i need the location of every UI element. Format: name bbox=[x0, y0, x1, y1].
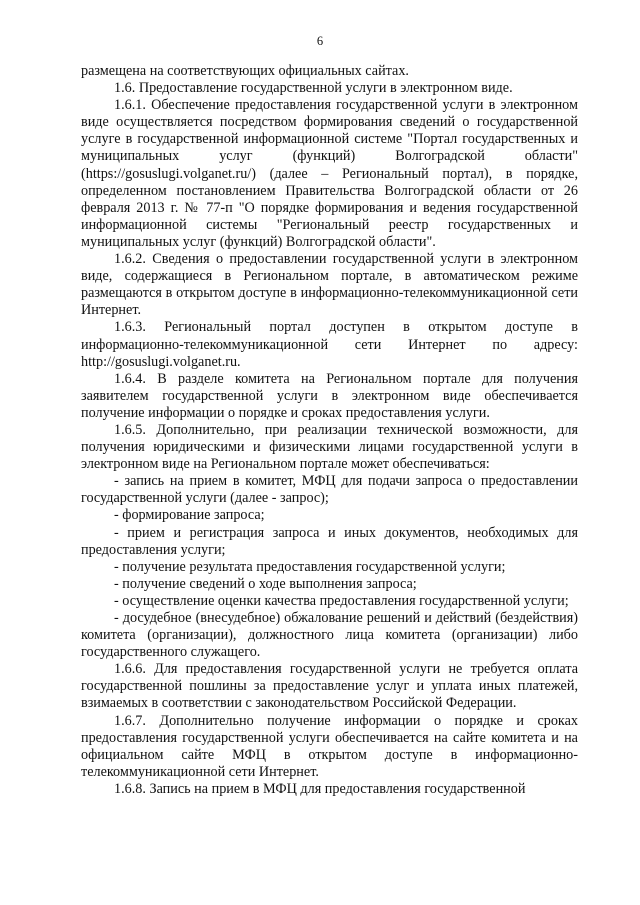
paragraph: 1.6.8. Запись на прием в МФЦ для предоставления государственной bbox=[114, 780, 526, 797]
paragraph: 1.6.5. Дополнительно, при реализации технической возможности, для получения юридическими и физическими лицами государственной услуги в электронном виде на Региональном портале может обеспечиваться: bbox=[81, 421, 578, 473]
paragraph: 1.6.4. В разделе комитета на Региональном портале для получения заявителем государственной услуги в электронном виде обеспечивается получение информации о порядке и сроках предоставления услуги. bbox=[81, 370, 578, 421]
paragraph: 1.6.3. Региональный портал доступен в открытом доступе в информационно-телекоммуникационной сети Интернет по адресу: http://gosuslugi.volganet.ru. bbox=[81, 319, 578, 370]
paragraph: 1.6.6. Для предоставления государственной услуги не требуется оплата государственной пошлины за предоставление услуг и уплата иных платежей, взимаемых в соответствии с законодательством Российской Федерации. bbox=[81, 661, 578, 712]
paragraph: - запись на прием в комитет, МФЦ для подачи запроса о предоставлении государственной услуги (далее - запрос); bbox=[81, 473, 578, 507]
paragraph: - досудебное (внесудебное) обжалование решений и действий (бездействия) комитета (организации), должностного лица комитета (организации) либо государственного служащего. bbox=[81, 610, 578, 661]
paragraph: 1.6. Предоставление государственной услуги в электронном виде. bbox=[114, 80, 513, 97]
paragraph: - прием и регистрация запроса и иных документов, необходимых для предоставления услуги; bbox=[81, 524, 578, 558]
document-body bbox=[81, 63, 578, 798]
page-number: 6 bbox=[316, 34, 324, 48]
paragraph: 1.6.2. Сведения о предоставлении государственной услуги в электронном виде, содержащиеся в Региональном портале, в автоматическом режиме размещаются в открытом доступе в информационно-телекоммуникационной сети Интернет. bbox=[81, 251, 578, 319]
paragraph: 1.6.7. Дополнительно получение информации о порядке и сроках предоставления государственной услуги обеспечивается на сайте комитета и на официальном сайте МФЦ в открытом доступе в информационно-телекоммуникационной сети Интернет. bbox=[81, 712, 578, 780]
paragraph: - осуществление оценки качества предоставления государственной услуги; bbox=[114, 592, 569, 609]
paragraph: - формирование запроса; bbox=[114, 507, 265, 524]
paragraph: 1.6.1. Обеспечение предоставления государственной услуги в электронном виде осуществляется посредством формирования сведений о государственной услуге в государственной информационной системе "Портал государственных и муниципальных услуг (функций) Волгоградской области" (https://gosuslugi.volganet.ru/) (далее – Региональный портал), в порядке, определенном постановлением Правительства Волгоградской области от 26 февраля 2013 г. № 77-п "О порядке формирования и ведения государственной информационной системы "Региональный реестр государственных и муниципальных услуг (функций) Волгоградской области". bbox=[81, 97, 578, 250]
paragraph: - получение результата предоставления государственной услуги; bbox=[114, 558, 506, 575]
paragraph: - получение сведений о ходе выполнения запроса; bbox=[114, 575, 417, 592]
paragraph: размещена на соответствующих официальных сайтах. bbox=[81, 63, 409, 79]
